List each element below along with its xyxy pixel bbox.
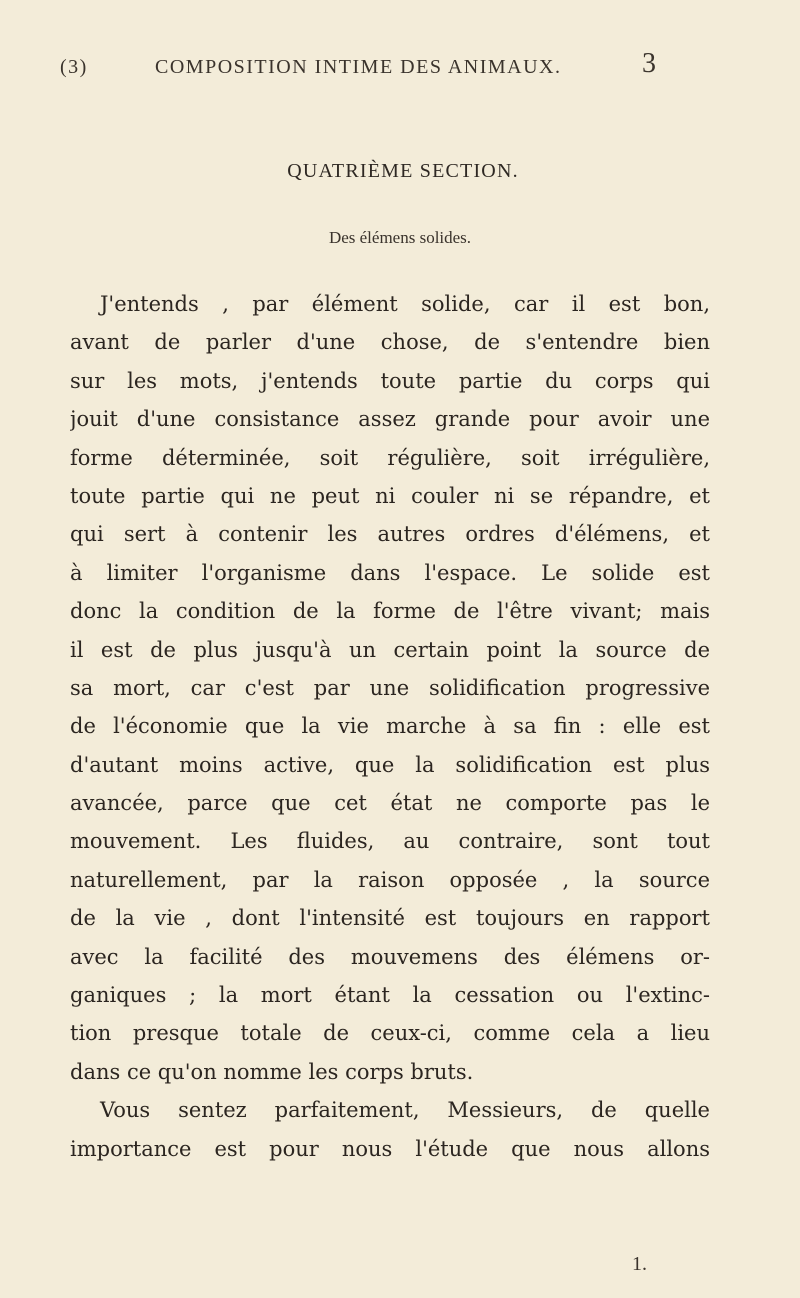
text-line: avant de parler d'une chose, de s'entendre bien (70, 330, 710, 355)
text-line: forme déterminée, soit régulière, soit irrégulière, (70, 445, 710, 470)
running-head (60, 48, 660, 86)
section-title: QUATRIÈME SECTION. (287, 160, 519, 182)
running-head-title: COMPOSITION INTIME DES ANIMAUX. (155, 56, 562, 78)
text-line: d'autant moins active, que la solidification est plus (70, 752, 710, 777)
text-line: toute partie qui ne peut ni couler ni se répandre, et (70, 483, 710, 508)
text-line: avec la facilité des mouvemens des élémens or- (70, 944, 710, 969)
text-line: naturellement, par la raison opposée , la source (70, 867, 710, 892)
text-line: dans ce qu'on nomme les corps bruts. (70, 1059, 474, 1084)
text-line: de la vie , dont l'intensité est toujours en rapport (70, 906, 710, 931)
text-line: à limiter l'organisme dans l'espace. Le solide est (70, 560, 710, 585)
text-line: tion presque totale de ceux-ci, comme cela a lieu (70, 1021, 710, 1046)
text-line: jouit d'une consistance assez grande pour avoir une (70, 407, 710, 432)
text-line: de l'économie que la vie marche à sa fin : elle est (70, 714, 710, 739)
text-line: ganiques ; la mort étant la cessation ou l'extinc- (70, 983, 710, 1008)
body-text (70, 285, 710, 1168)
text-line: importance est pour nous l'étude que nous allons (70, 1136, 710, 1161)
text-line: mouvement. Les fluides, au contraire, sont tout (70, 829, 710, 854)
text-line: sa mort, car c'est par une solidification progressive (70, 675, 710, 700)
text-line: J'entends , par élément solide, car il est bon, (100, 292, 710, 316)
text-line: avancée, parce que cet état ne comporte pas le (70, 791, 710, 816)
text-line: Vous sentez parfaitement, Messieurs, de quelle (100, 1098, 710, 1123)
paragraph-1 (70, 285, 710, 1091)
signature-mark: 1. (632, 1253, 647, 1275)
section-subtitle: Des élémens solides. (328, 228, 472, 247)
text-line: qui sert à contenir les autres ordres d'élémens, et (70, 522, 710, 547)
page-number: 3 (642, 48, 658, 79)
text-line: il est de plus jusqu'à un certain point la source de (70, 637, 710, 662)
paragraph-2 (70, 1091, 710, 1168)
text-line: donc la condition de la forme de l'être vivant; mais (70, 599, 710, 624)
text-line: sur les mots, j'entends toute partie du corps qui (70, 368, 710, 393)
chapter-number: (3) (60, 56, 88, 78)
